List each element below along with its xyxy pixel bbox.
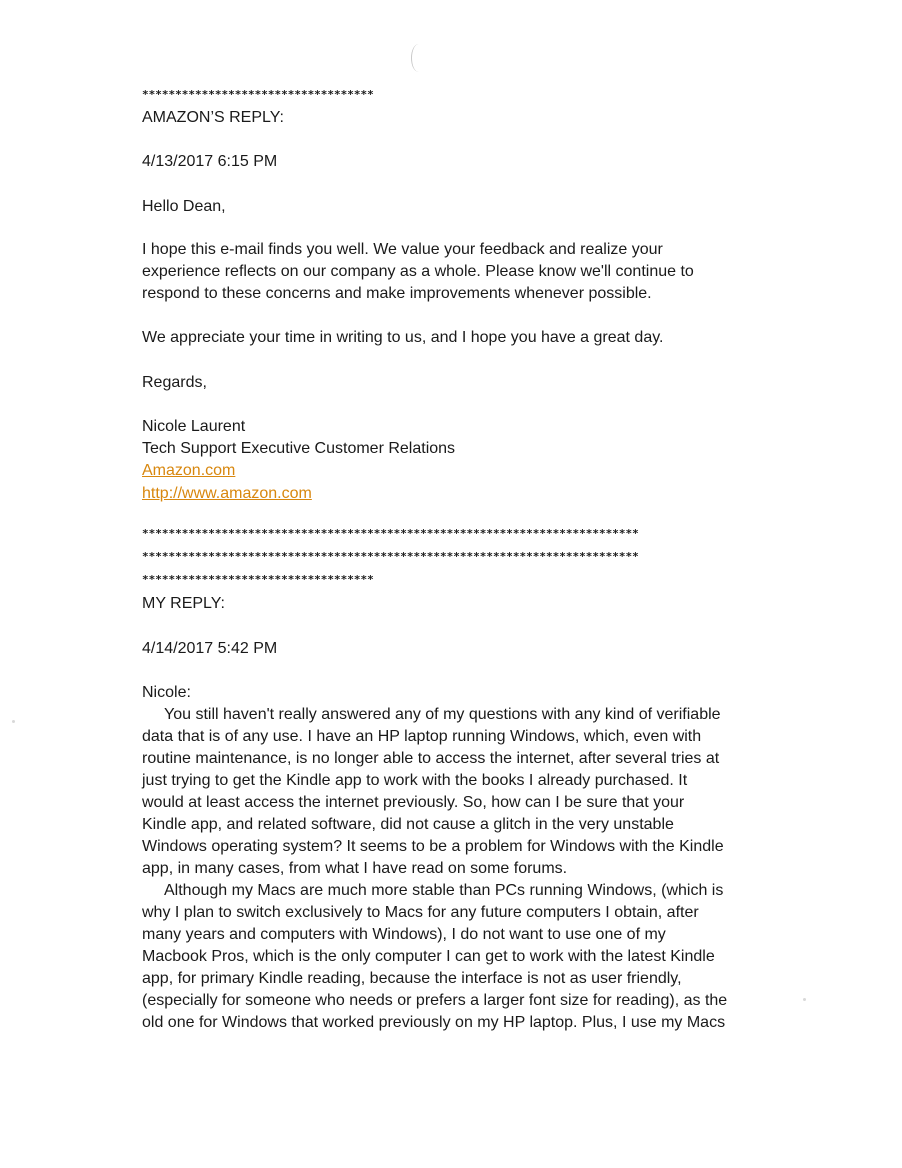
amazon-closing-line: We appreciate your time in writing to us, and I hope you have a great day. — [142, 329, 664, 346]
amazon-reply-timestamp: 4/13/2017 6:15 PM — [142, 153, 278, 170]
amazon-paragraph-line: I hope this e-mail finds you well. We value your feedback and realize your — [142, 241, 663, 258]
my-reply-paragraph-line: Windows operating system? It seems to be a problem for Windows with the Kindle — [142, 838, 724, 855]
amazon-paragraph-line: experience reflects on our company as a whole. Please know we'll continue to — [142, 263, 694, 280]
my-reply-paragraph-line: why I plan to switch exclusively to Macs for any future computers I obtain, after — [142, 904, 699, 921]
my-reply-paragraph-line: just trying to get the Kindle app to work with the books I already purchased. It — [142, 772, 688, 789]
divider-long: *************************************************************************** — [142, 550, 639, 563]
signature-name: Nicole Laurent — [142, 418, 246, 435]
my-reply-paragraph-line: app, in many cases, from what I have read on some forums. — [142, 860, 568, 877]
my-reply-paragraph-line: Although my Macs are much more stable than PCs running Windows, (which is — [164, 882, 724, 899]
my-reply-heading: MY REPLY: — [142, 595, 225, 612]
my-reply-paragraph-line: would at least access the internet previously. So, how can I be sure that your — [142, 794, 685, 811]
my-reply-paragraph-line: (especially for someone who needs or prefers a larger font size for reading), as the — [142, 992, 728, 1009]
my-reply-paragraph-line: app, for primary Kindle reading, because the interface is not as user friendly, — [142, 970, 682, 987]
scan-speck — [803, 998, 806, 1001]
my-reply-paragraph-line: many years and computers with Windows), I do not want to use one of my — [142, 926, 666, 943]
my-reply-paragraph-line: data that is of any use. I have an HP laptop running Windows, which, even with — [142, 728, 702, 745]
my-reply-paragraph-line: You still haven't really answered any of my questions with any kind of verifiable — [164, 706, 721, 723]
my-reply-salutation: Nicole: — [142, 684, 191, 701]
amazon-greeting: Hello Dean, — [142, 198, 226, 215]
amazon-regards: Regards, — [142, 374, 207, 391]
divider-short: *********************************** — [142, 88, 374, 101]
divider-long: *************************************************************************** — [142, 527, 639, 540]
my-reply-paragraph-line: Kindle app, and related software, did not cause a glitch in the very unstable — [142, 816, 674, 833]
my-reply-paragraph-line: old one for Windows that worked previously on my HP laptop. Plus, I use my Macs — [142, 1014, 726, 1031]
my-reply-paragraph-line: Macbook Pros, which is the only computer I can get to work with the latest Kindle — [142, 948, 715, 965]
amazon-paragraph-line: respond to these concerns and make improvements whenever possible. — [142, 285, 652, 302]
amazon-reply-heading: AMAZON’S REPLY: — [142, 109, 284, 126]
my-reply-timestamp: 4/14/2017 5:42 PM — [142, 640, 278, 657]
scan-speck — [12, 720, 15, 723]
my-reply-paragraph-line: routine maintenance, is no longer able to access the internet, after several tries at — [142, 750, 720, 767]
divider-short: *********************************** — [142, 573, 374, 586]
signature-title: Tech Support Executive Customer Relations — [142, 440, 456, 457]
scan-mark — [411, 44, 426, 72]
amazon-url-link[interactable]: http://www.amazon.com — [142, 485, 312, 502]
amazon-link[interactable]: Amazon.com — [142, 462, 236, 479]
